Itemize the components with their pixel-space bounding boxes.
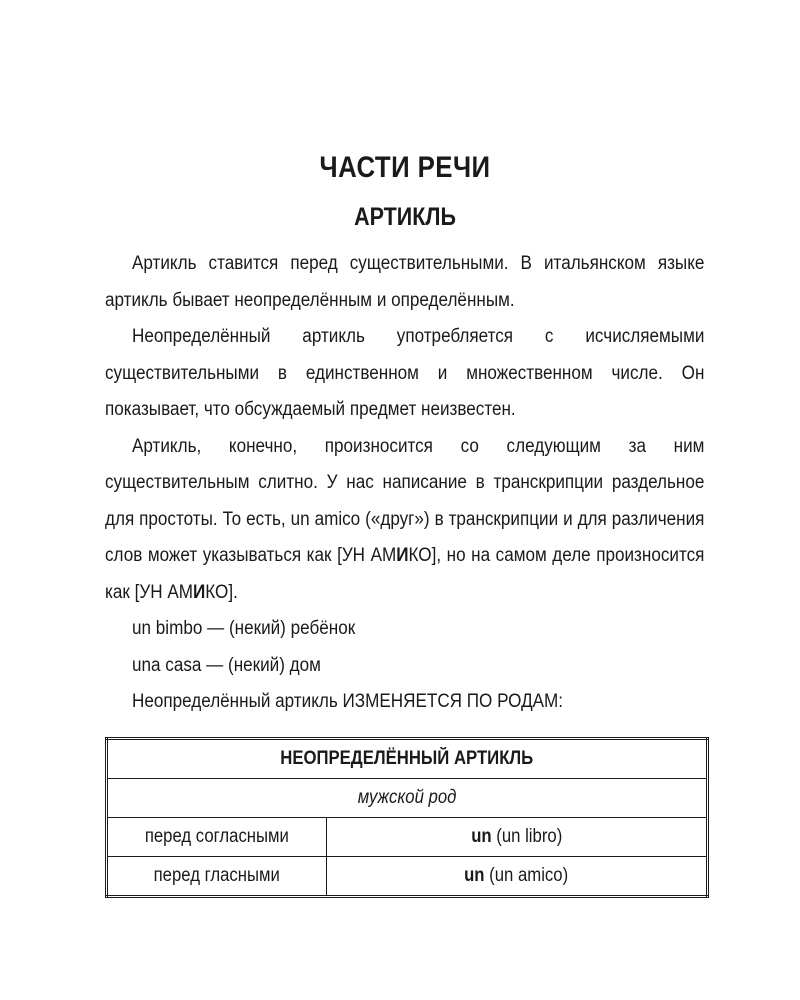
chapter-title: ЧАСТИ РЕЧИ xyxy=(319,151,491,184)
table-gender-label: мужской род xyxy=(357,786,457,808)
pronunciation-text-a: Артикль, конечно, произносится со следующим за ним существительным слитно. У нас написание в транскрипции раздельное для простоты. То есть, un amico («друг») в транскрипции и для различения слов может указываться как [УН АМ xyxy=(105,435,705,566)
stress-mark-b: И xyxy=(192,581,206,603)
row-condition-label: перед согласными xyxy=(144,825,290,847)
body-text xyxy=(105,246,704,721)
section-title: АРТИКЛЬ xyxy=(354,203,456,231)
paragraph-indefinite-usage: Неопределённый артикль употребляется с исчисляемыми существительными в единственном и множественном числе. Он показывает, что обсуждаемый предмет неизвестен. xyxy=(105,326,705,420)
row-example: (un amico) xyxy=(484,864,569,886)
paragraph-pronunciation xyxy=(105,429,704,612)
row-condition-label: перед гласными xyxy=(153,864,281,886)
table-intro-line: Неопределённый артикль ИЗМЕНЯЕТСЯ ПО РОДАМ: xyxy=(132,691,564,712)
paragraph-definition: Артикль ставится перед существительными. В итальянском языке артикль бывает неопределённым и определённым. xyxy=(105,253,705,311)
table-row xyxy=(107,817,708,856)
row-article: un xyxy=(470,825,492,847)
stress-mark-a: И xyxy=(396,545,409,566)
example-line: un bimbo — (некий) ребёнок xyxy=(132,618,356,639)
table-gender-row xyxy=(107,778,708,817)
pronunciation-text-c: КО]. xyxy=(205,581,238,603)
row-example: (un libro) xyxy=(491,825,563,847)
table-header: НЕОПРЕДЕЛЁННЫЙ АРТИКЛЬ xyxy=(280,747,534,769)
example-line: una casa — (некий) дом xyxy=(132,654,321,676)
indefinite-article-table xyxy=(105,737,709,898)
table-row xyxy=(107,856,708,896)
row-article: un xyxy=(464,864,485,886)
table-header-row xyxy=(107,738,708,778)
pronunciation-text-b: КО], но на самом деле произносится как [УН АМ xyxy=(105,545,705,603)
